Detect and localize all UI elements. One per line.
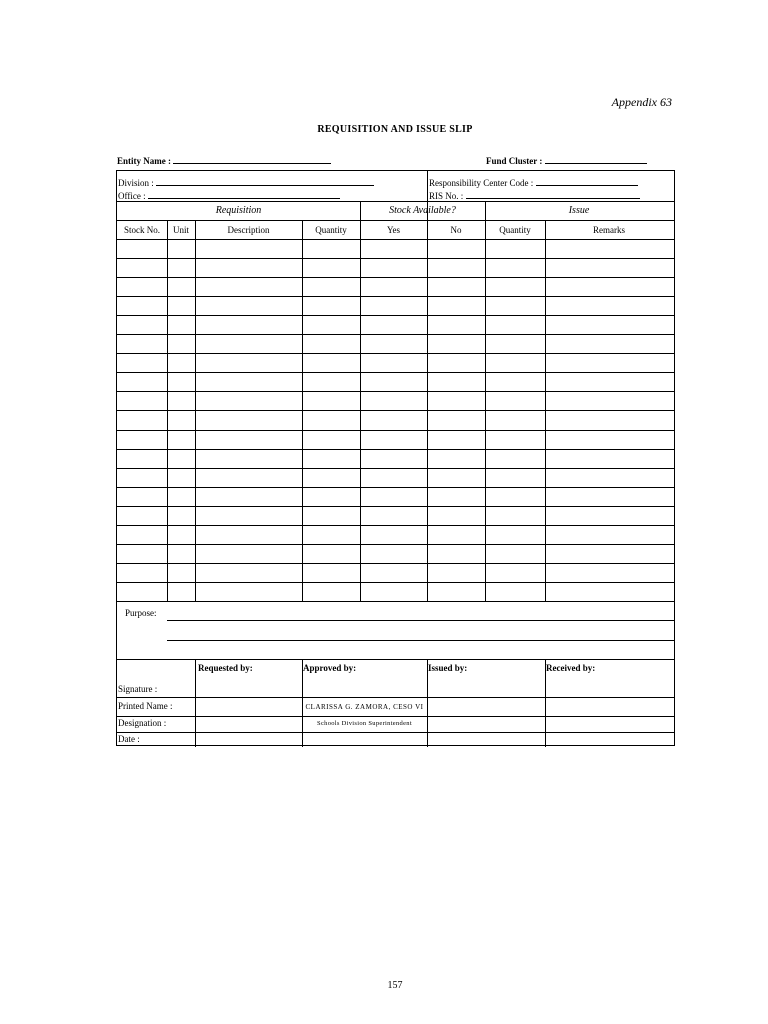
fund-cluster-field[interactable] (545, 154, 647, 164)
purpose-label: Purpose: (125, 608, 157, 618)
ris-no-field[interactable] (466, 189, 640, 199)
approver-designation: Schools Division Superintendent (317, 720, 412, 727)
table-row (117, 334, 674, 335)
table-row (117, 468, 674, 469)
responsibility-center-label: Responsibility Center Code : (429, 178, 534, 188)
ris-no-line (429, 189, 640, 201)
table-row (117, 391, 674, 392)
received-by-label: Received by: (546, 663, 596, 673)
col-unit: Unit (172, 225, 189, 235)
printed-name-label: Printed Name : (118, 701, 173, 711)
table-row (117, 430, 674, 431)
division-field[interactable] (156, 176, 374, 186)
office-line (118, 189, 340, 201)
date-label: Date : (118, 734, 140, 744)
fund-cluster-line (486, 154, 647, 166)
issue-section: Issue (568, 205, 590, 216)
table-row (117, 353, 674, 354)
fund-cluster-label: Fund Cluster : (486, 156, 543, 166)
stock-available-section: Stock Available? (389, 205, 456, 216)
table-row (117, 506, 674, 507)
table-row (117, 544, 674, 545)
table-row (117, 315, 674, 316)
ris-no-label: RIS No. : (429, 191, 464, 201)
office-field[interactable] (148, 189, 340, 199)
division-label: Division : (118, 178, 154, 188)
approved-by-label: Approved by: (303, 663, 357, 673)
table-row (117, 277, 674, 278)
table-row (117, 258, 674, 259)
col-stock-no: Stock No. (124, 225, 160, 235)
table-row (117, 525, 674, 526)
page-number: 157 (387, 980, 403, 991)
entity-name-label: Entity Name : (117, 156, 171, 166)
requisition-section: Requisition (215, 205, 262, 216)
table-row (117, 296, 674, 297)
appendix-label: Appendix 63 (611, 95, 672, 109)
form-title: REQUISITION AND ISSUE SLIP (317, 124, 473, 135)
col-description: Description (227, 225, 270, 235)
table-row (117, 582, 674, 583)
col-no: No (450, 225, 462, 235)
table-row (117, 410, 674, 411)
col-quantity-issued: Quantity (499, 225, 531, 235)
signature-label: Signature : (118, 684, 158, 694)
division-line (118, 176, 374, 188)
responsibility-center-line (429, 176, 638, 188)
issued-by-label: Issued by: (428, 663, 468, 673)
col-quantity-requested: Quantity (315, 225, 347, 235)
table-row (117, 372, 674, 373)
table-row (117, 563, 674, 564)
ris-form (116, 170, 675, 746)
office-label: Office : (118, 191, 146, 201)
table-row (117, 487, 674, 488)
col-yes: Yes (386, 225, 401, 235)
entity-name-line (117, 154, 331, 166)
designation-label: Designation : (118, 718, 167, 728)
entity-name-field[interactable] (173, 154, 331, 164)
col-remarks: Remarks (593, 225, 625, 235)
approver-name: CLARISSA G. ZAMORA, CESO VI (305, 703, 424, 711)
requested-by-label: Requested by: (198, 663, 253, 673)
responsibility-center-field[interactable] (536, 176, 638, 186)
table-row (117, 449, 674, 450)
